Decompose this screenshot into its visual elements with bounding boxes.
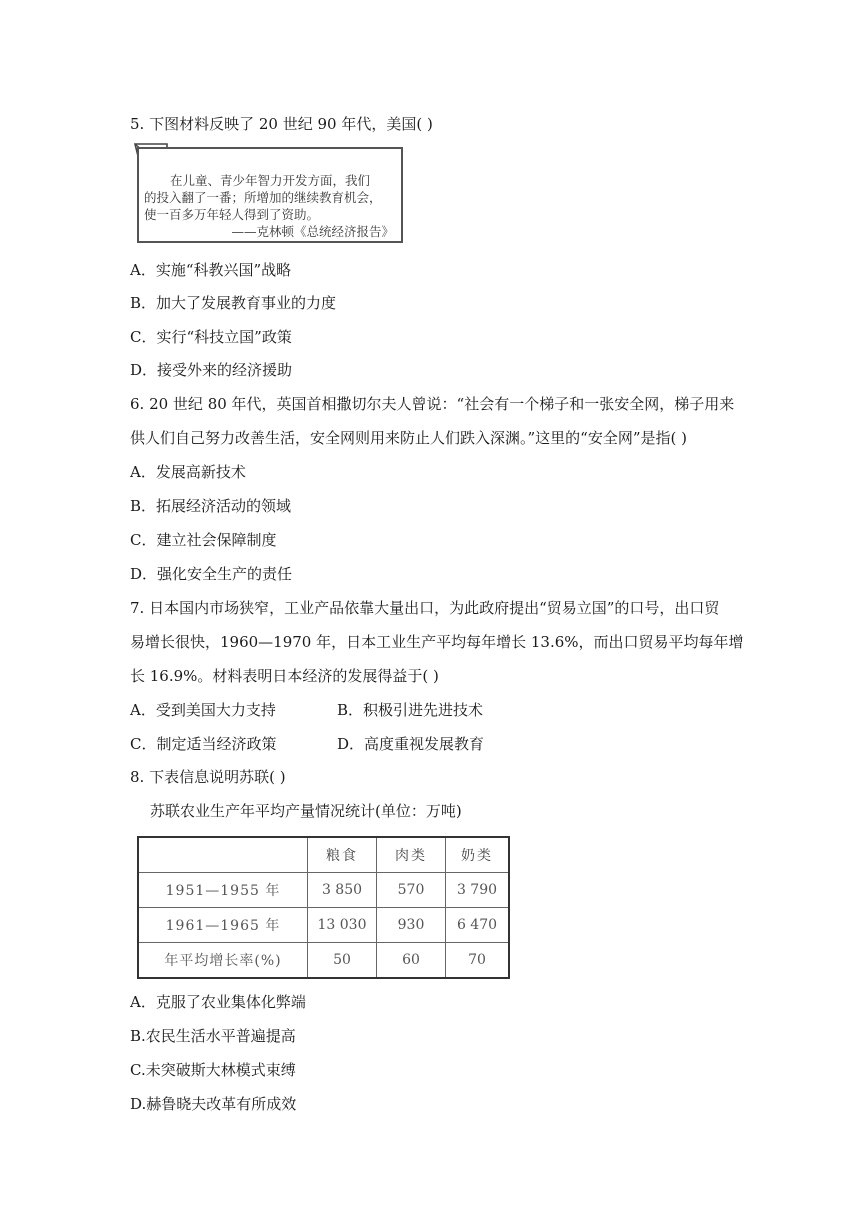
q7-stem-line-3: 长 16.9%。材料表明日本经济的发展得益于( ) bbox=[130, 667, 439, 685]
production-table bbox=[137, 836, 510, 979]
table-cell: 50 bbox=[308, 943, 377, 979]
table-cell: 6 470 bbox=[446, 908, 510, 943]
table-cell: 年平均增长率(%) bbox=[138, 943, 308, 979]
table-cell: 570 bbox=[377, 873, 446, 908]
q7-stem-line-2: 易增长很快，1960—1970 年，日本工业生产平均每年增长 13.6%，而出口贸易平均每年增 bbox=[130, 633, 744, 651]
q7-option-b[interactable]: B．积极引进先进技术 bbox=[337, 701, 484, 719]
q8-option-a[interactable]: A．克服了农业集体化弊端 bbox=[130, 993, 306, 1011]
table-row bbox=[138, 943, 509, 979]
q7-option-c[interactable]: C．制定适当经济政策 bbox=[130, 735, 277, 753]
q8-option-c[interactable]: C.未突破斯大林模式束缚 bbox=[130, 1061, 296, 1079]
quote-line-1: 在儿童、青少年智力开发方面，我们 bbox=[170, 173, 371, 188]
table-row bbox=[138, 873, 509, 908]
q6-option-c[interactable]: C．建立社会保障制度 bbox=[130, 531, 277, 549]
q5-option-b[interactable]: B．加大了发展教育事业的力度 bbox=[130, 294, 337, 312]
table-cell: 13 030 bbox=[308, 908, 377, 943]
table-cell: 1961—1965 年 bbox=[138, 908, 308, 943]
table-cell: 930 bbox=[377, 908, 446, 943]
table-cell: 3 850 bbox=[308, 873, 377, 908]
table-header-cell bbox=[138, 837, 308, 873]
q5-option-c[interactable]: C．实行“科技立国”政策 bbox=[130, 328, 292, 346]
q8-table-title: 苏联农业生产年平均产量情况统计(单位：万吨) bbox=[150, 802, 462, 820]
q8-option-d[interactable]: D.赫鲁晓夫改革有所成效 bbox=[130, 1095, 297, 1113]
q5-stem: 5. 下图材料反映了 20 世纪 90 年代，美国( ) bbox=[130, 115, 433, 133]
quote-source: ——克林顿《总统经济报告》 bbox=[231, 224, 394, 239]
table-header-cell: 粮食 bbox=[308, 837, 377, 873]
quote-text bbox=[144, 172, 400, 240]
q7-stem-line-1: 7. 日本国内市场狭窄，工业产品依靠大量出口，为此政府提出“贸易立国”的口号，出口贸 bbox=[130, 599, 720, 617]
table-cell: 3 790 bbox=[446, 873, 510, 908]
q6-stem-line-2: 供人们自己努力改善生活，安全网则用来防止人们跌入深渊。”这里的“安全网”是指( ) bbox=[130, 429, 687, 447]
q8-option-b[interactable]: B.农民生活水平普遍提高 bbox=[130, 1027, 296, 1045]
quote-line-3: 使一百多万年轻人得到了资助。 bbox=[144, 207, 320, 222]
table-header-cell: 奶类 bbox=[446, 837, 510, 873]
q8-stem: 8. 下表信息说明苏联( ) bbox=[130, 768, 286, 786]
quote-line-2: 的投入翻了一番；所增加的继续教育机会， bbox=[144, 190, 382, 205]
q7-option-a[interactable]: A．受到美国大力支持 bbox=[130, 701, 276, 719]
table-header-row bbox=[138, 837, 509, 873]
q6-option-d[interactable]: D．强化安全生产的责任 bbox=[130, 565, 293, 583]
table-cell: 70 bbox=[446, 943, 510, 979]
q6-option-b[interactable]: B．拓展经济活动的领域 bbox=[130, 497, 292, 515]
q7-option-d[interactable]: D．高度重视发展教育 bbox=[337, 735, 485, 753]
table-cell: 1951—1955 年 bbox=[138, 873, 308, 908]
table-header-cell: 肉类 bbox=[377, 837, 446, 873]
q5-option-a[interactable]: A．实施“科教兴国”战略 bbox=[130, 261, 292, 279]
table-row bbox=[138, 908, 509, 943]
q6-stem-line-1: 6. 20 世纪 80 年代，英国首相撒切尔夫人曾说：“社会有一个梯子和一张安全网，梯子用来 bbox=[130, 395, 735, 413]
table-cell: 60 bbox=[377, 943, 446, 979]
q5-option-d[interactable]: D．接受外来的经济援助 bbox=[130, 361, 293, 379]
q6-option-a[interactable]: A．发展高新技术 bbox=[130, 463, 246, 481]
